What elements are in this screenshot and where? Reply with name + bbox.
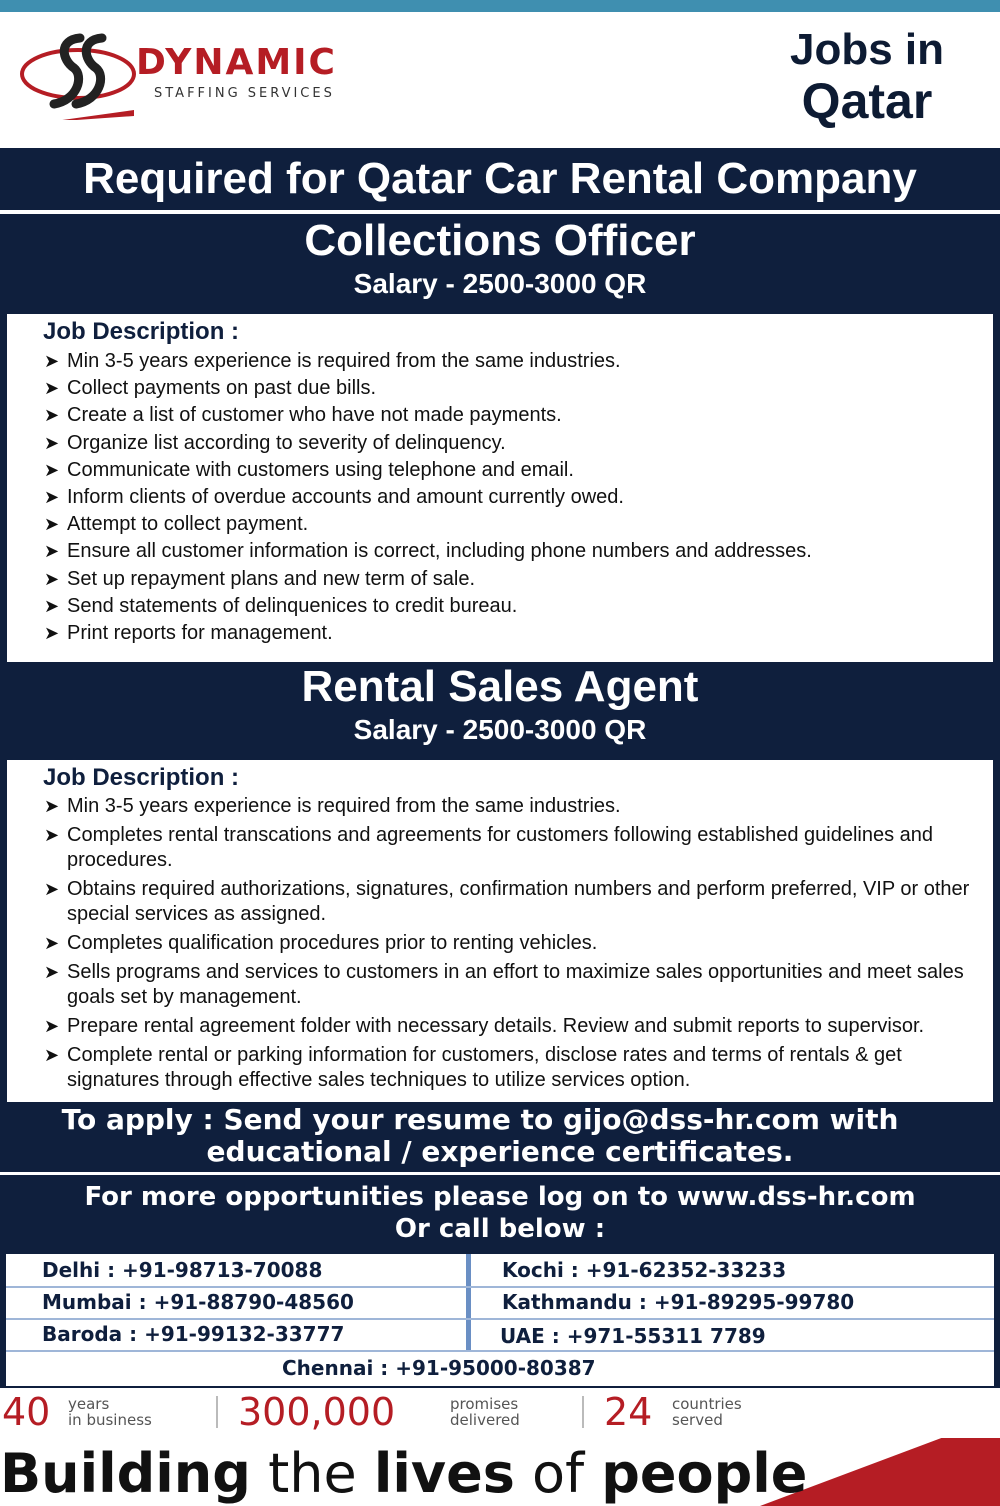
contact-kochi: Kochi : +91-62352-33233 [502, 1258, 787, 1282]
job-description-item-text: Send statements of delinquenices to credit bureau. [67, 594, 518, 617]
company-logo [18, 26, 358, 136]
logo-mark-icon [18, 30, 138, 120]
job-title: Rental Sales Agent [301, 662, 699, 711]
stat-years-label-2: in business [68, 1411, 152, 1429]
job-description-item-text: Attempt to collect payment. [67, 513, 309, 536]
job-description-list [7, 348, 993, 647]
apply-banner [0, 1102, 1000, 1172]
job-description-item-text: Complete rental or parking information for customers, disclose rates and terms of rentals & get signatures through effective sales techniques to utilize services option. [67, 1044, 902, 1091]
top-accent-bar [0, 0, 1000, 12]
job-description-item-text: Obtains required authorizations, signatures, confirmation numbers and perform preferred, VIP or other special services as assigned. [67, 878, 970, 925]
job-description-item [7, 538, 993, 565]
stat-years-label-1: years [68, 1395, 110, 1413]
contact-chennai: Chennai : +91-95000-80387 [282, 1356, 596, 1380]
job-description-item [7, 620, 993, 647]
stats-strip [0, 1388, 1000, 1438]
contact-baroda: Baroda : +91-99132-33777 [42, 1322, 345, 1346]
arrow-bullet-icon: ➤ [44, 378, 60, 399]
job-title-block [0, 662, 1000, 746]
arrow-bullet-icon: ➤ [44, 962, 60, 982]
job-panel-collections [0, 214, 1000, 666]
row-divider [6, 1318, 994, 1320]
slogan-word: the [268, 1442, 357, 1505]
brand-subtitle: STAFFING SERVICES [154, 86, 335, 101]
job-description-item-text: Set up repayment plans and new term of sale. [67, 567, 476, 590]
arrow-bullet-icon: ➤ [44, 568, 60, 589]
arrow-bullet-icon: ➤ [44, 879, 60, 899]
job-description-item [7, 794, 993, 819]
more-opportunities-banner [0, 1175, 1000, 1253]
row-divider [6, 1286, 994, 1288]
job-description-item-text: Inform clients of overdue accounts and amount currently owed. [67, 486, 624, 509]
job-description-item-text: Sells programs and services to customers in an effort to maximize sales opportunities and meet sales goals set by management. [67, 961, 964, 1008]
job-description-item [7, 960, 993, 1010]
arrow-bullet-icon: ➤ [44, 825, 60, 845]
job-description-item-text: Organize list according to severity of delinquency. [67, 431, 506, 454]
slogan-banner [0, 1438, 1000, 1506]
job-description-item [7, 823, 993, 873]
arrow-bullet-icon: ➤ [44, 595, 60, 616]
stat-countries-label-2: served [672, 1411, 723, 1429]
job-description-item [7, 511, 993, 538]
requirement-text: Required for Qatar Car Rental Company [83, 154, 917, 203]
arrow-bullet-icon: ➤ [44, 1045, 60, 1065]
arrow-bullet-icon: ➤ [44, 487, 60, 508]
arrow-bullet-icon: ➤ [44, 1016, 60, 1036]
job-description-item [7, 430, 993, 457]
arrow-bullet-icon: ➤ [44, 351, 60, 371]
job-description-item-text: Create a list of customer who have not made payments. [67, 404, 562, 427]
job-description-item-text: Completes qualification procedures prior to renting vehicles. [67, 932, 598, 954]
arrow-bullet-icon: ➤ [44, 405, 60, 426]
job-description-item [7, 1043, 993, 1093]
job-description-item-text: Completes rental transcations and agreements for customers following established guidelines and procedures. [67, 824, 934, 871]
row-divider [6, 1350, 994, 1352]
stat-countries-number: 24 [604, 1390, 653, 1434]
contact-mumbai: Mumbai : +91-88790-48560 [42, 1290, 354, 1314]
job-description-heading: Job Description : [43, 764, 240, 791]
slogan-word: lives [373, 1442, 515, 1505]
job-description-item [7, 457, 993, 484]
job-description-box [7, 314, 993, 668]
requirement-banner [0, 148, 1000, 210]
job-description-item-text: Ensure all customer information is correct, including phone numbers and addresses. [67, 540, 812, 563]
apply-line1: To apply : Send your resume to gijo@dss-hr.com with [61, 1103, 899, 1136]
slogan-text [0, 1442, 807, 1505]
stat-separator [216, 1396, 218, 1428]
job-description-item [7, 348, 993, 375]
contacts-table [6, 1254, 994, 1386]
stat-promises-label [450, 1396, 520, 1428]
contact-uae: UAE : +971-55311 7789 [500, 1324, 766, 1348]
more-line2: Or call below : [394, 1214, 606, 1244]
arrow-bullet-icon: ➤ [44, 541, 60, 562]
arrow-bullet-icon: ➤ [44, 432, 60, 453]
job-description-item [7, 877, 993, 927]
header [0, 12, 1000, 148]
more-line1: For more opportunities please log on to www.dss-hr.com [84, 1182, 916, 1212]
arrow-bullet-icon: ➤ [44, 796, 60, 816]
job-description-item-text: Min 3-5 years experience is required from the same industries. [67, 350, 621, 372]
jobs-in-line2: Qatar [801, 73, 933, 129]
job-description-item [7, 1014, 993, 1039]
slogan-word: people [601, 1442, 808, 1505]
contact-delhi: Delhi : +91-98713-70088 [42, 1258, 323, 1282]
job-description-item-text: Communicate with customers using telephone and email. [67, 458, 574, 481]
job-description-item [7, 593, 993, 620]
contacts-panel [0, 1250, 1000, 1388]
job-description-item-text: Collect payments on past due bills. [67, 377, 377, 400]
job-description-item [7, 375, 993, 402]
jobs-in-title [789, 25, 944, 129]
slogan-word: Building [0, 1442, 251, 1505]
job-description-item [7, 566, 993, 593]
job-description-box [7, 760, 993, 1104]
arrow-bullet-icon: ➤ [44, 933, 60, 953]
job-salary: Salary - 2500-3000 QR [353, 714, 647, 745]
stat-separator [582, 1396, 584, 1428]
job-description-item [7, 402, 993, 429]
job-description-item-text: Min 3-5 years experience is required from the same industries. [67, 795, 621, 817]
job-title-block [0, 214, 1000, 300]
stat-years-label [68, 1396, 152, 1428]
slogan-word: of [532, 1442, 585, 1505]
arrow-bullet-icon: ➤ [44, 623, 60, 644]
job-panel-rental-sales [0, 662, 1000, 1102]
jobs-in-line1: Jobs in [789, 25, 944, 74]
job-description-item-text: Prepare rental agreement folder with necessary details. Review and submit reports to supervisor. [67, 1015, 925, 1037]
apply-line2: educational / experience certificates. [206, 1135, 794, 1168]
arrow-bullet-icon: ➤ [44, 459, 60, 480]
arrow-bullet-icon: ➤ [44, 514, 60, 535]
job-description-item-text: Print reports for management. [67, 622, 333, 645]
brand-name: DYNAMIC [136, 42, 337, 83]
stat-years-number: 40 [2, 1390, 51, 1434]
stat-promises-number: 300,000 [238, 1390, 396, 1434]
job-description-item [7, 931, 993, 956]
stat-promises-label-2: delivered [450, 1411, 520, 1429]
stat-countries-label [672, 1396, 742, 1428]
stat-countries-label-1: countries [672, 1395, 742, 1413]
job-description-item [7, 484, 993, 511]
contact-kathmandu: Kathmandu : +91-89295-99780 [502, 1290, 855, 1314]
job-salary: Salary - 2500-3000 QR [353, 268, 647, 299]
job-description-heading: Job Description : [43, 318, 240, 345]
column-divider [466, 1254, 471, 1350]
job-title: Collections Officer [304, 216, 696, 265]
stat-promises-label-1: promises [450, 1395, 519, 1413]
job-description-list [7, 794, 993, 1093]
